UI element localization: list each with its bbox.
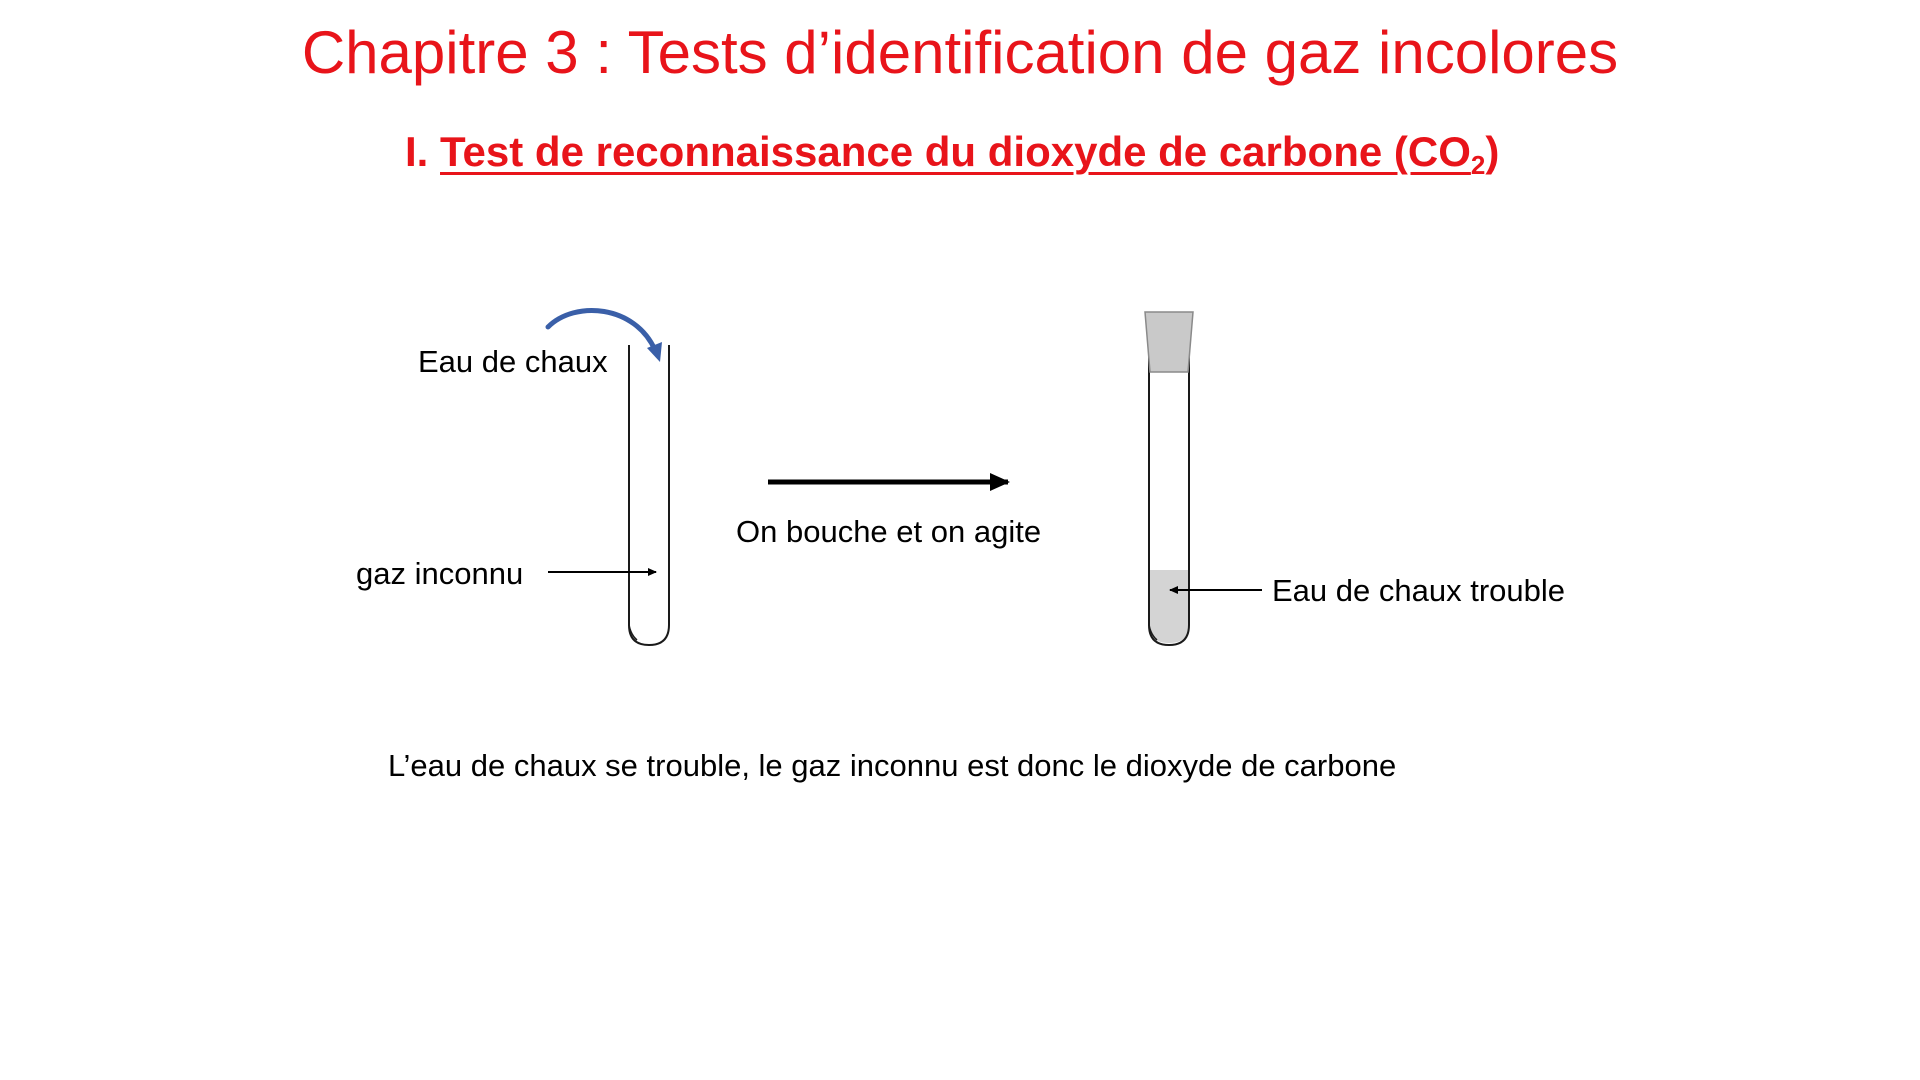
rubber-stopper [1145, 312, 1193, 372]
section-subscript: 2 [1470, 150, 1486, 180]
unknown-gas-label: gaz inconnu [356, 556, 524, 591]
shake-step-label: On bouche et on agite [736, 514, 1042, 549]
open-test-tube [629, 345, 669, 645]
slide-title: Chapitre 3 : Tests d’identification de gaz incolores [301, 19, 1619, 86]
cloudy-lime-water [1149, 570, 1189, 643]
stoppered-test-tube [1149, 345, 1189, 645]
section-number: I. [405, 128, 429, 175]
cloudy-lime-water-label: Eau de chaux trouble [1272, 573, 1565, 608]
section-closing: ) [1485, 128, 1500, 175]
conclusion-text: L’eau de chaux se trouble, le gaz inconnu est donc le dioxyde de carbone [388, 748, 1397, 783]
lime-water-label: Eau de chaux [418, 344, 608, 379]
section-heading-text: Test de reconnaissance du dioxyde de carbone ($CO_2$ [440, 128, 1486, 180]
